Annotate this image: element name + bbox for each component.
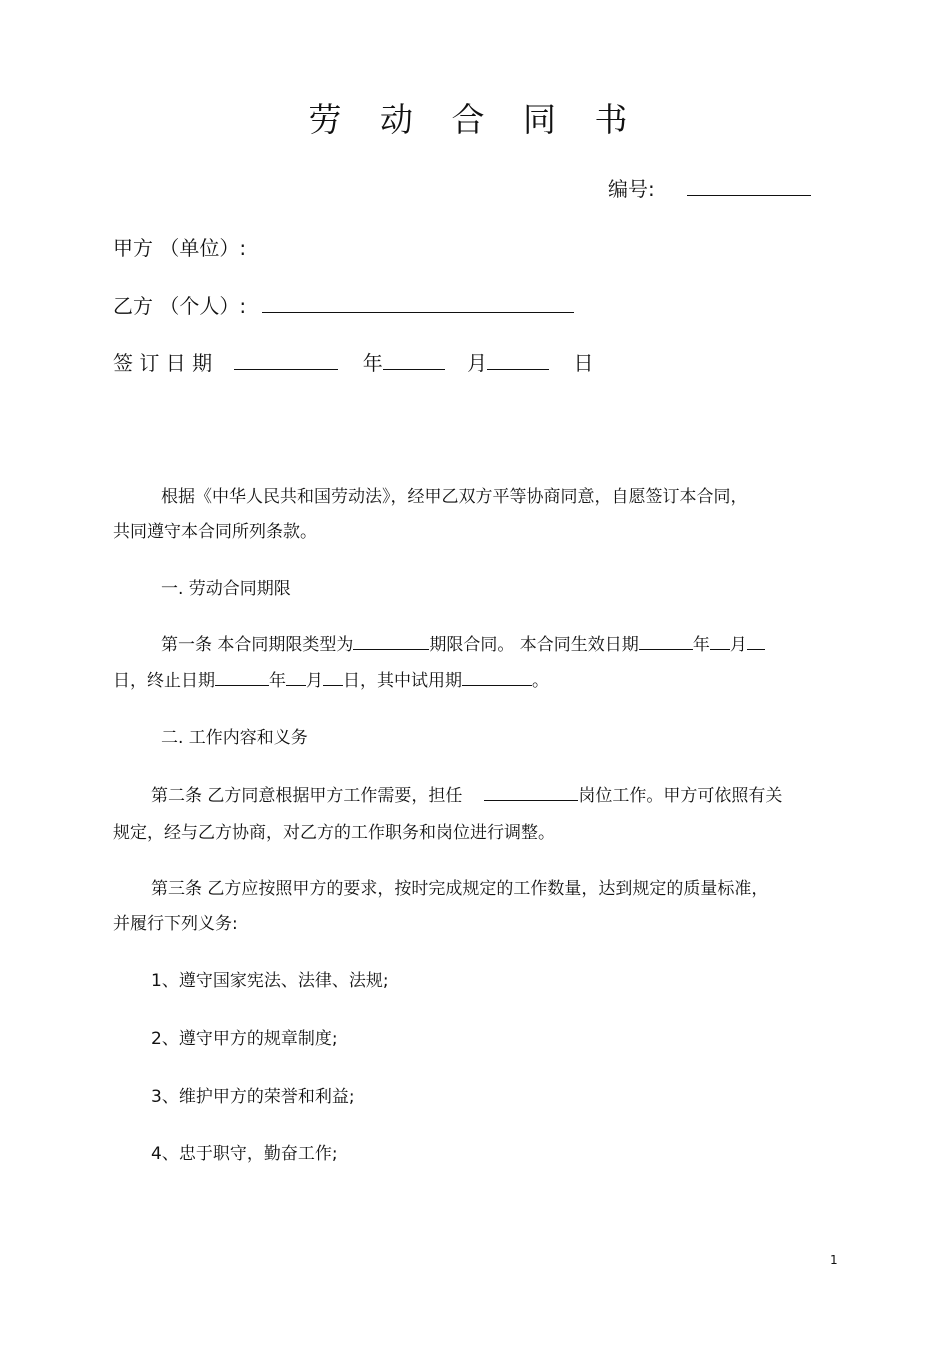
sign-day-label: 日	[573, 351, 594, 375]
contract-type-blank	[353, 634, 429, 650]
party-a-row	[113, 232, 246, 261]
article-2-text-a: 第二条 乙方同意根据甲方工作需要，担任	[151, 786, 463, 806]
article-1-end-year: 年	[269, 671, 286, 691]
effective-year-blank	[639, 634, 693, 650]
document-title: 劳 动 合 同 书	[308, 100, 642, 139]
party-b-label: 乙方 （个人）:	[113, 294, 247, 318]
party-b-blank	[262, 294, 574, 313]
sign-date-label: 签 订 日 期	[113, 351, 213, 375]
section-heading-duties: 二. 工作内容和义务	[161, 728, 308, 748]
article-2-text-b: 岗位工作。甲方可依照有关	[578, 786, 783, 806]
end-year-blank	[215, 670, 269, 686]
sign-month-label: 月	[467, 351, 488, 375]
article-1-line-2	[113, 666, 549, 691]
duty-item-1: 1、遵守国家宪法、法律、法规;	[151, 971, 389, 991]
article-3-line-1: 第三条 乙方应按照甲方的要求，按时完成规定的工作数量，达到规定的质量标准，	[151, 879, 769, 899]
article-1-line-1	[161, 630, 765, 655]
effective-month-blank	[710, 634, 730, 650]
article-2-line-1	[151, 781, 782, 806]
probation-blank	[462, 670, 532, 686]
party-b-row	[113, 290, 574, 319]
duty-item-4: 4、忠于职守，勤奋工作;	[151, 1144, 338, 1164]
party-a-label: 甲方 （单位）:	[113, 236, 247, 260]
intro-line-1: 根据《中华人民共和国劳动法》，经甲乙双方平等协商同意，自愿签订本合同，	[161, 487, 748, 507]
article-1-month: 月	[729, 635, 747, 655]
article-1-end-month: 月	[306, 671, 323, 691]
article-1-text-a: 第一条 本合同期限类型为	[161, 635, 354, 655]
sign-month-blank	[383, 351, 445, 370]
sign-year-label: 年	[362, 351, 383, 375]
contract-number-blank	[687, 177, 811, 196]
article-1-text-d: 日，其中试用期	[343, 671, 462, 691]
duty-item-3: 3、维护甲方的荣誉和利益;	[151, 1087, 355, 1107]
article-2-line-2: 规定，经与乙方协商，对乙方的工作职务和岗位进行调整。	[113, 823, 555, 843]
end-month-blank	[286, 670, 306, 686]
article-3-line-2: 并履行下列义务:	[113, 914, 238, 934]
article-1-period: 。	[532, 671, 549, 691]
end-day-blank	[323, 670, 343, 686]
article-1-text-b: 期限合同。 本合同生效日期	[429, 635, 639, 655]
section-heading-term: 一. 劳动合同期限	[161, 579, 291, 599]
page-number: 1	[830, 1253, 838, 1267]
contract-number-label: 编号:	[608, 177, 655, 201]
article-1-text-c: 日，终止日期	[113, 671, 215, 691]
article-1-year: 年	[692, 635, 710, 655]
effective-day-blank	[747, 634, 765, 650]
sign-date-row	[113, 347, 594, 376]
contract-number-row	[608, 173, 811, 202]
position-blank	[484, 785, 578, 801]
sign-day-blank	[487, 351, 549, 370]
intro-line-2: 共同遵守本合同所列条款。	[113, 522, 317, 542]
sign-year-blank	[234, 351, 338, 370]
duty-item-2: 2、遵守甲方的规章制度;	[151, 1029, 338, 1049]
